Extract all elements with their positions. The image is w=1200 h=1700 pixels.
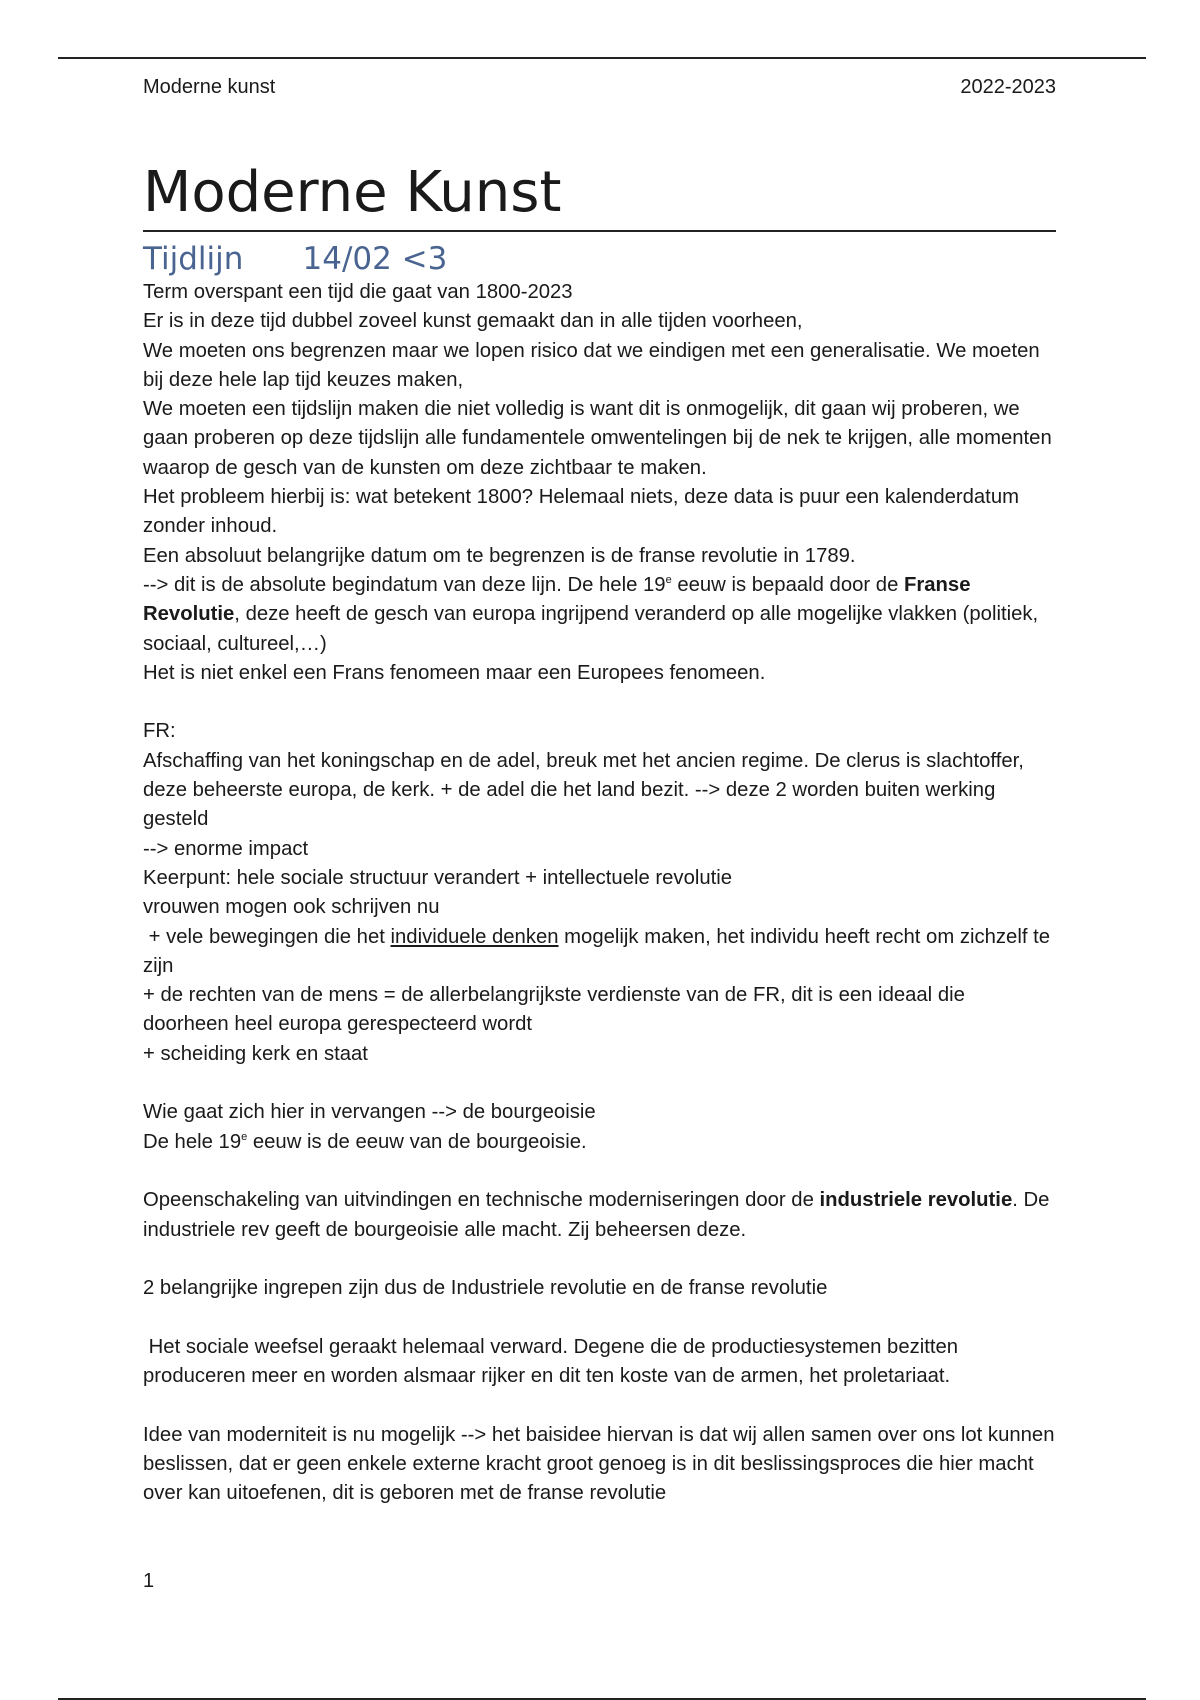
paragraph: --> enorme impact <box>143 837 309 860</box>
header-course-name: Moderne kunst <box>143 76 276 98</box>
paragraph: Het sociale weefsel geraakt helemaal verward. Degene die de productiesystemen bezitten produceren meer en worden alsmaar rijker en dit ten koste van de armen, het proletariaat. <box>143 1335 964 1387</box>
paragraph: Een absoluut belangrijke datum om te begrenzen is de franse revolutie in 1789. <box>143 544 856 567</box>
paragraph: Het is niet enkel een Frans fenomeen maar een Europees fenomeen. <box>143 661 766 684</box>
paragraph: Idee van moderniteit is nu mogelijk --> het baisidee hiervan is dat wij allen samen over ons lot kunnen beslissen, dat er geen enkele externe kracht groot genoeg is in dit beslissingsproces die hier macht over kan uitoefenen, dit is geboren met de franse revolutie <box>143 1423 1055 1505</box>
paragraph: vrouwen mogen ook schrijven nu <box>143 896 440 919</box>
header-year: 2022-2023 <box>960 76 1056 98</box>
paragraph: + scheiding kerk en staat <box>143 1042 368 1065</box>
page-number: 1 <box>143 1570 155 1592</box>
paragraph: Opeenschakeling van uitvindingen en technische moderniseringen door de industriele revolutie. De industriele rev geeft de bourgeoisie alle macht. Zij beheersen deze. <box>143 1189 1050 1241</box>
paragraph: Het probleem hierbij is: wat betekent 1800? Helemaal niets, deze data is puur een kalenderdatum zonder inhoud. <box>143 486 1019 538</box>
paragraph: We moeten een tijdslijn maken die niet volledig is want dit is onmogelijk, dit gaan wij proberen, we gaan proberen op deze tijdslijn alle fundamentele omwentelingen bij de nek te krijgen, alle momenten waarop de gesch van de kunsten om deze zichtbaar te maken. <box>143 398 1052 479</box>
paragraph: FR: <box>143 720 176 743</box>
paragraph: 2 belangrijke ingrepen zijn dus de Industriele revolutie en de franse revolutie <box>143 1277 828 1300</box>
paragraph: We moeten ons begrenzen maar we lopen risico dat we eindigen met een generalisatie. We moeten bij deze hele lap tijd keuzes maken, <box>143 339 1040 391</box>
title-underline <box>143 230 1056 232</box>
paragraph: + de rechten van de mens = de allerbelangrijkste verdienste van de FR, dit is een ideaal die doorheen heel europa gerespecteerd wordt <box>143 984 965 1036</box>
document-page <box>143 72 1056 1508</box>
top-border-line <box>58 57 1146 59</box>
paragraph: + vele bewegingen die het individuele denken mogelijk maken, het individu heeft recht om zichzelf te zijn <box>143 925 1051 977</box>
paragraph: Er is in deze tijd dubbel zoveel kunst gemaakt dan in alle tijden voorheen, <box>143 310 803 333</box>
paragraph: Keerpunt: hele sociale structuur verandert + intellectuele revolutie <box>143 866 733 889</box>
section-heading: Tijdlijn 14/02 <3 <box>143 241 448 277</box>
paragraph: --> dit is de absolute begindatum van deze lijn. De hele 19e eeuw is bepaald door de Franse Revolutie, deze heeft de gesch van europa ingrijpend veranderd op alle mogelijke vlakken (politiek, sociaal, cultureel,…) <box>143 573 1039 655</box>
page-header <box>143 72 1056 102</box>
paragraph: Term overspant een tijd die gaat van 1800-2023 <box>143 281 573 303</box>
paragraph: De hele 19e eeuw is de eeuw van de bourgeoisie. <box>143 1130 587 1153</box>
paragraph: Wie gaat zich hier in vervangen --> de bourgeoisie <box>143 1101 596 1124</box>
document-title: Moderne Kunst <box>143 160 562 225</box>
title-block <box>143 102 1056 242</box>
document-body <box>143 278 1056 1508</box>
paragraph: Afschaffing van het koningschap en de adel, breuk met het ancien regime. De clerus is slachtoffer, deze beheerste europa, de kerk. + de adel die het land bezit. --> deze 2 worden buiten werking gesteld <box>143 749 1024 831</box>
